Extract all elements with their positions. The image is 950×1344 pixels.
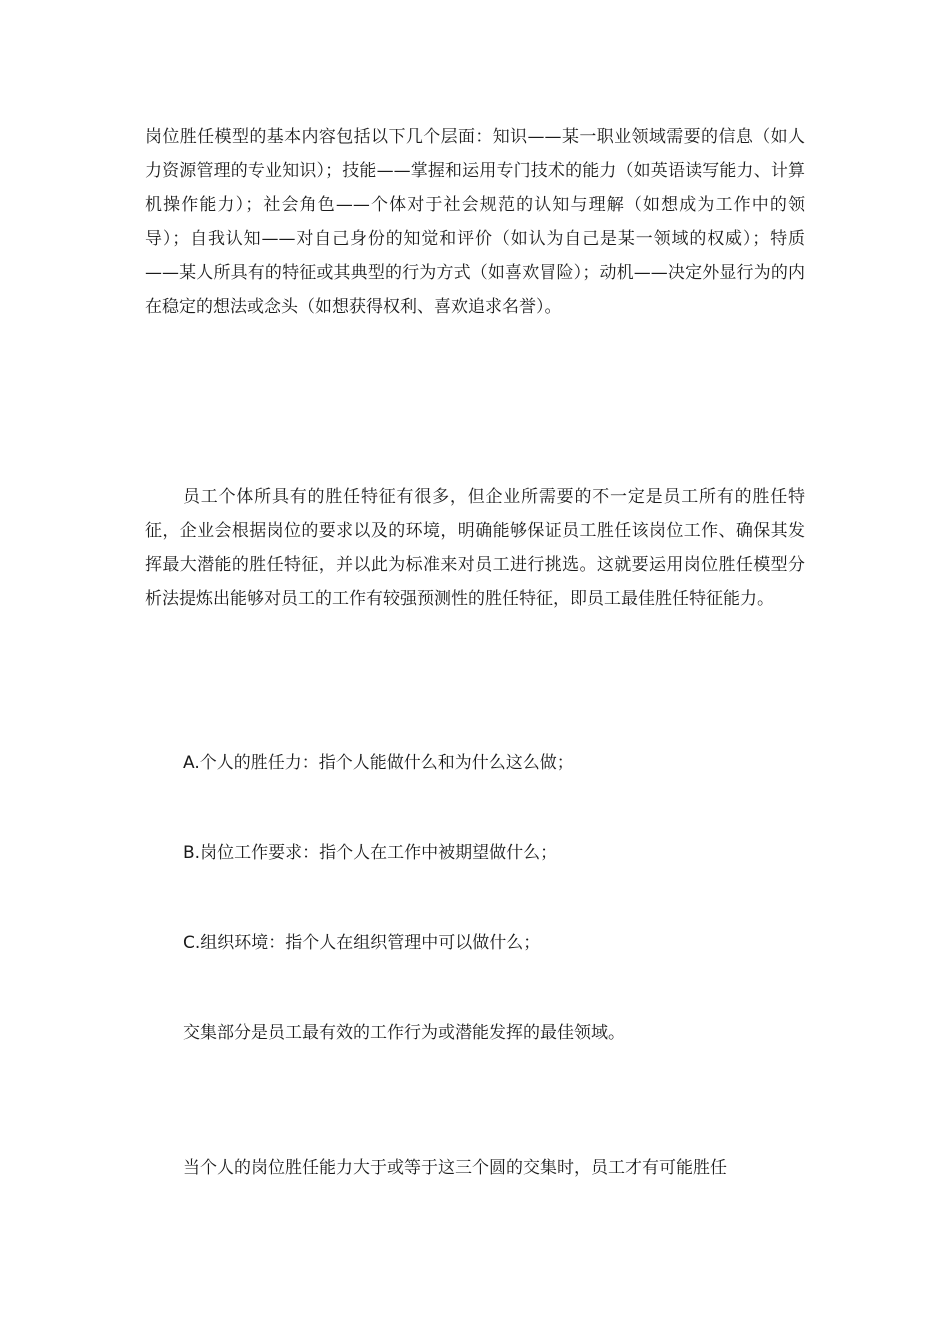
list-item-c: C.组织环境：指个人在组织管理中可以做什么； (183, 933, 541, 953)
paragraph-three-circles: 当个人的岗位胜任能力大于或等于这三个圆的交集时，员工才有可能胜任 (183, 1158, 727, 1178)
list-item-b: B.岗位工作要求：指个人在工作中被期望做什么； (183, 843, 558, 863)
paragraph-competency-model-content: 岗位胜任模型的基本内容包括以下几个层面：知识——某一职业领域需要的信息（如人力资源管理的专业知识）；技能——掌握和运用专门技术的能力（如英语读写能力、计算机操作能力）；社会角色——个体对于社会规范的认知与理解（如想成为工作中的领导）；自我认知——对自己身份的知觉和评价（如认为自己是某一领域的权威）；特质——某人所具有的特征或其典型的行为方式（如喜欢冒险）；动机——决定外显行为的内在稳定的想法或念头（如想获得权利、喜欢追求名誉）。 (145, 127, 805, 317)
paragraph-intersection: 交集部分是员工最有效的工作行为或潜能发挥的最佳领域。 (183, 1023, 625, 1043)
list-item-a: A.个人的胜任力：指个人能做什么和为什么这么做； (183, 753, 574, 773)
paragraph-competency-features: 员工个体所具有的胜任特征有很多，但企业所需要的不一定是员工所有的胜任特征，企业会根据岗位的要求以及的环境，明确能够保证员工胜任该岗位工作、确保其发挥最大潜能的胜任特征，并以此为标准来对员工进行挑选。这就要运用岗位胜任模型分析法提炼出能够对员工的工作有较强预测性的胜任特征，即员工最佳胜任特征能力。 (145, 487, 805, 609)
